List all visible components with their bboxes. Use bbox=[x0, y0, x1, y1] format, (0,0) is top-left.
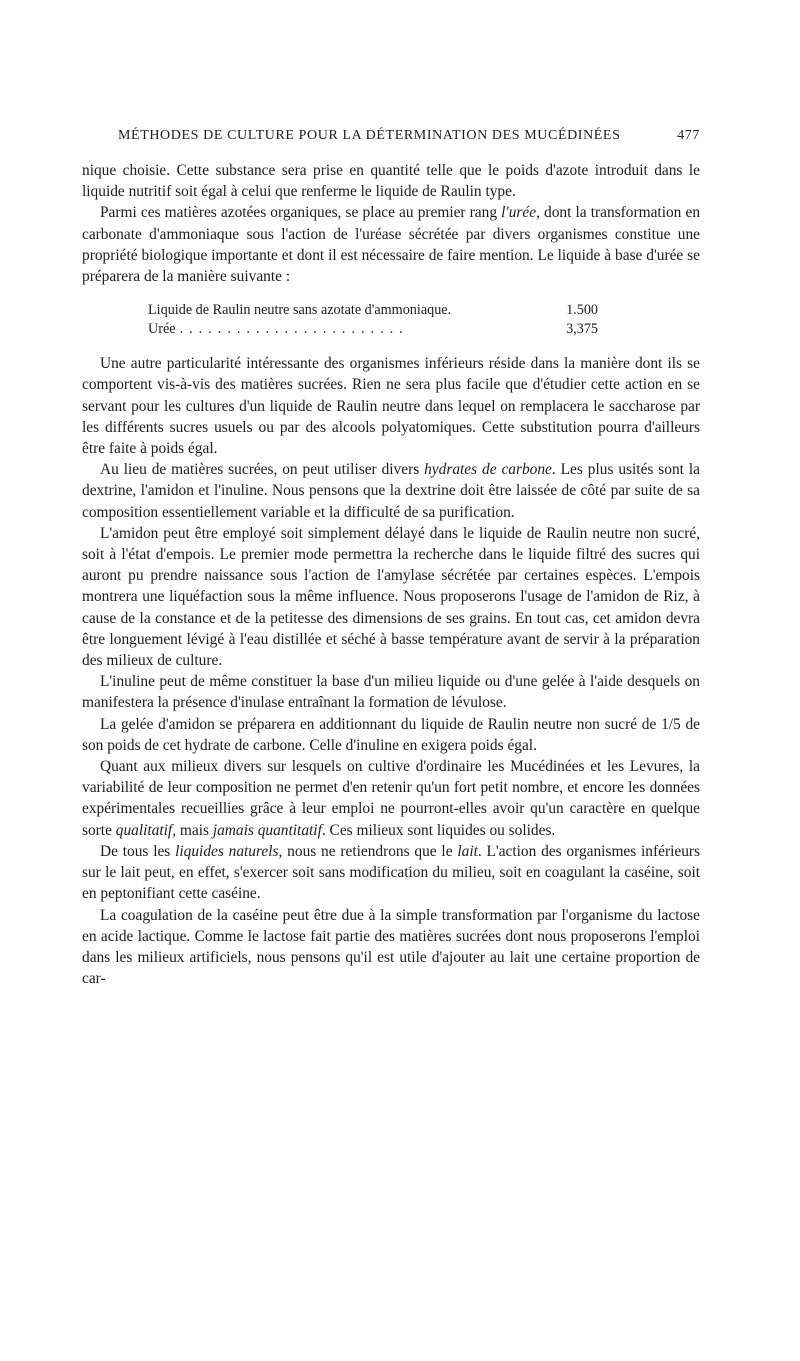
paragraph-9-emphasis-1: liquides naturels bbox=[175, 842, 279, 860]
recipe-leader: ........................ bbox=[179, 321, 409, 338]
recipe-table bbox=[148, 301, 598, 339]
recipe-leader bbox=[455, 301, 560, 320]
recipe-row bbox=[148, 301, 598, 320]
recipe-amount: 1.500 bbox=[566, 302, 598, 319]
recipe-ingredient: Liquide de Raulin neutre sans azotate d'ammoniaque. bbox=[148, 302, 452, 319]
paragraph-2-emphasis: l'urée bbox=[501, 204, 537, 222]
paragraph-8 bbox=[82, 756, 700, 841]
paragraph-9-text-a: De tous les bbox=[100, 842, 176, 860]
paragraph-8-emphasis-1: qualitatif, bbox=[115, 821, 177, 839]
paragraph-7: La gelée d'amidon se préparera en additionnant du liquide de Raulin neutre non sucré de 1/5 de son poids de cet hydrate de carbone. Celle d'inuline en exigera poids égal. bbox=[82, 715, 700, 754]
paragraph-4-text-b: . Les plus usités sont la dextrine, l'amidon et l'inuline. Nous pensons que la dextrine doit être laissée de côté par suite de sa composition essentiellement variable et la difficulté de sa purification. bbox=[82, 461, 700, 521]
recipe-amount: 3,375 bbox=[566, 321, 598, 338]
page-number: 477 bbox=[677, 128, 700, 143]
paragraph-5: L'amidon peut être employé soit simplement délayé dans le liquide de Raulin neutre non sucré, soit à l'état d'empois. Le premier mode permettra la recherche dans le liquide filtré des sucres qui auront pu prendre naissance sous l'action de l'amylase sécrétée par certaines espèces. L'empois montrera une liquéfaction sous la même influence. Nous proposerons l'usage de l'amidon de Riz, à cause de la constance et de la petitesse des dimensions de ses grains. En tout cas, cet amidon devra être longuement lévigé à l'eau distillée et séché à basse température avant de servir à la préparation des milieux de culture. bbox=[82, 524, 700, 670]
body-text bbox=[82, 160, 700, 989]
paragraph-8-emphasis-2: jamais quantitatif bbox=[212, 821, 322, 839]
paragraph-9 bbox=[82, 841, 700, 905]
paragraph-8-text-a: Quant aux milieux divers sur lesquels on cultive d'ordinaire les Mucédinées et les Levures, la variabilité de leur composition ne permet d'en retenir qu'un fort petit nombre, et encore les données expérimentales recueillies grâce à leur emploi ne pourront-elles avoir qu'un caractère en quelque sorte bbox=[82, 758, 700, 839]
paragraph-4 bbox=[82, 459, 700, 523]
paragraph-2 bbox=[82, 202, 700, 287]
paragraph-1: nique choisie. Cette substance sera prise en quantité telle que le poids d'azote introduit dans le liquide nutritif soit égal à celui que renferme le liquide de Raulin type. bbox=[82, 162, 700, 201]
paragraph-4-text-a: Au lieu de matières sucrées, on peut utiliser divers bbox=[100, 461, 425, 479]
recipe-row bbox=[148, 320, 598, 339]
running-header bbox=[82, 128, 700, 148]
running-title: MÉTHODES DE CULTURE POUR LA DÉTERMINATION DES MUCÉDINÉES bbox=[118, 128, 621, 143]
paragraph-6: L'inuline peut de même constituer la base d'un milieu liquide ou d'une gelée à l'aide desquels on manifestera la présence d'inulase entraînant la formation de lévulose. bbox=[82, 673, 700, 712]
recipe-ingredient: Urée bbox=[148, 321, 176, 338]
paragraph-8-text-mid: mais bbox=[176, 821, 213, 839]
paragraph-9-text-mid: , nous ne retiendrons que le bbox=[278, 842, 458, 860]
paragraph-10: La coagulation de la caséine peut être due à la simple transformation par l'organisme du lactose en acide lactique. Comme le lactose fait partie des matières sucrées dont nous proposerons l'emploi dans les milieux artificiels, nous pensons qu'il est utile d'ajouter au lait une certaine proportion de car- bbox=[82, 906, 700, 988]
paragraph-8-text-b: . Ces milieux sont liquides ou solides. bbox=[321, 821, 556, 839]
paragraph-3: Une autre particularité intéressante des organismes inférieurs réside dans la manière dont ils se comportent vis-à-vis des matières sucrées. Rien ne sera plus facile que d'étudier cette action en se servant pour les cultures d'un liquide de Raulin neutre dans lequel on remplacera le saccharose par les différents sucres usuels ou par des alcools polyatomiques. Cette substitution pourra d'ailleurs être faite à poids égal. bbox=[82, 355, 700, 458]
paragraph-9-text-b: . L'action des organismes inférieurs sur le lait peut, en effet, s'exercer soit sans modification du milieu, soit en coagulant la caséine, soit en peptonifiant cette caséine. bbox=[82, 842, 701, 903]
paragraph-9-emphasis-2: lait bbox=[457, 842, 478, 860]
paragraph-4-emphasis: hydrates de carbone bbox=[424, 461, 552, 479]
paragraph-2-text-a: Parmi ces matières azotées organiques, se place au premier rang bbox=[100, 204, 502, 222]
paragraph-2-text-b: , dont la transformation en carbonate d'ammoniaque sous l'action de l'uréase sécrétée par divers organismes constitue une propriété biologique importante et dont il est nécessaire de faire mention. Le liquide à base d'urée se préparera de la manière suivante : bbox=[82, 204, 701, 286]
